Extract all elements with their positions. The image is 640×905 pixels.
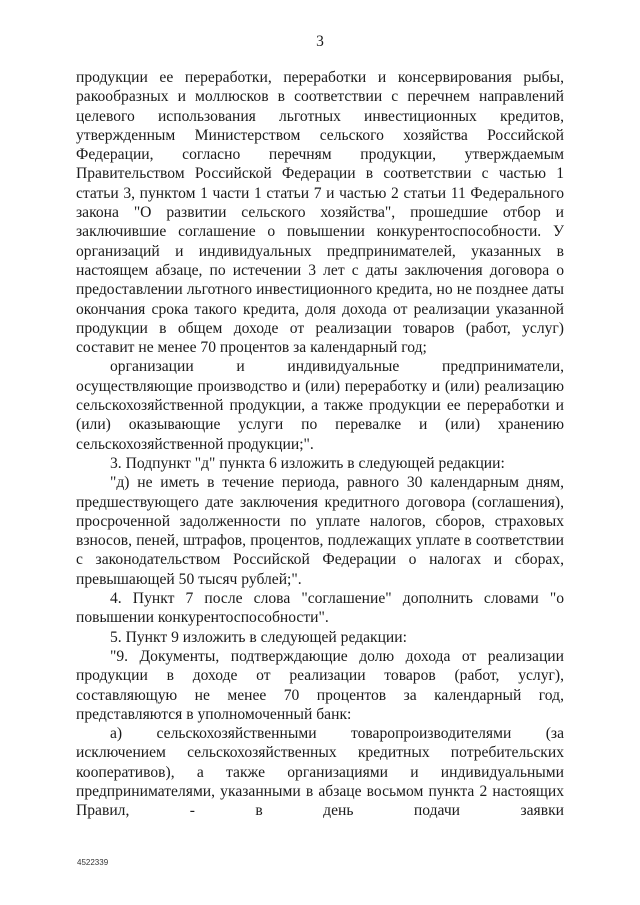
paragraph: "9. Документы, подтверждающие долю дохода от реализации продукции в доходе от реализации товаров (работ, услуг), составляющую не менее 70 процентов за календарный год, представляются в уполномоченный банк:	[76, 647, 564, 723]
paragraph: 4. Пункт 7 после слова "соглашение" дополнить словами "о повышении конкурентоспособности".	[76, 590, 564, 627]
document-body	[76, 68, 564, 821]
paragraph: 5. Пункт 9 изложить в следующей редакции:	[110, 628, 407, 646]
paragraph: а) сельскохозяйственными товаропроизводителями (за исключением сельскохозяйственных кредитных потребительских кооперативов), а также организациями и индивидуальными предпринимателями, указанными в абзаце восьмом пункта 2 настоящих Правил, - в день подачи заявки	[76, 725, 564, 820]
paragraph: организации и индивидуальные предприниматели, осуществляющие производство и (или) переработку и (или) реализацию сельскохозяйственной продукции, а также продукции ее переработки и (или) оказывающие услуги по перевалке и (или) хранению сельскохозяйственной продукции;".	[76, 358, 564, 453]
paragraph: 3. Подпункт "д" пункта 6 изложить в следующей редакции:	[110, 454, 505, 472]
paragraph: "д) не иметь в течение периода, равного 30 календарным дням, предшествующего дате заключения кредитного договора (соглашения), просроченной задолженности по уплате налогов, сборов, страховых взносов, пеней, штрафов, процентов, подлежащих уплате в соответствии с законодательством Российской Федерации о налогах и сборах, превышающей 50 тысяч рублей;".	[76, 474, 564, 588]
page-number: 3	[316, 33, 324, 50]
paragraph: продукции ее переработки, переработки и консервирования рыбы, ракообразных и моллюсков в соответствии с перечнем направлений целевого использования льготных инвестиционных кредитов, утвержденным Министерством сельского хозяйства Российской Федерации, согласно перечням продукции, утверждаемым Правительством Российской Федерации в соответствии с частью 1 статьи 3, пунктом 1 части 1 статьи 7 и частью 2 статьи 11 Федерального закона "О развитии сельского хозяйства", прошедшие отбор и заключившие соглашение о повышении конкурентоспособности. У организаций и индивидуальных предпринимателей, указанных в настоящем абзаце, по истечении 3 лет с даты заключения договора о предоставлении льготного инвестиционного кредита, но не позднее даты окончания срока такого кредита, доля дохода от реализации указанной продукции в общем доходе от реализации товаров (работ, услуг) составит не менее 70 процентов за календарный год;	[76, 69, 564, 357]
document-code: 4522339	[77, 858, 109, 867]
